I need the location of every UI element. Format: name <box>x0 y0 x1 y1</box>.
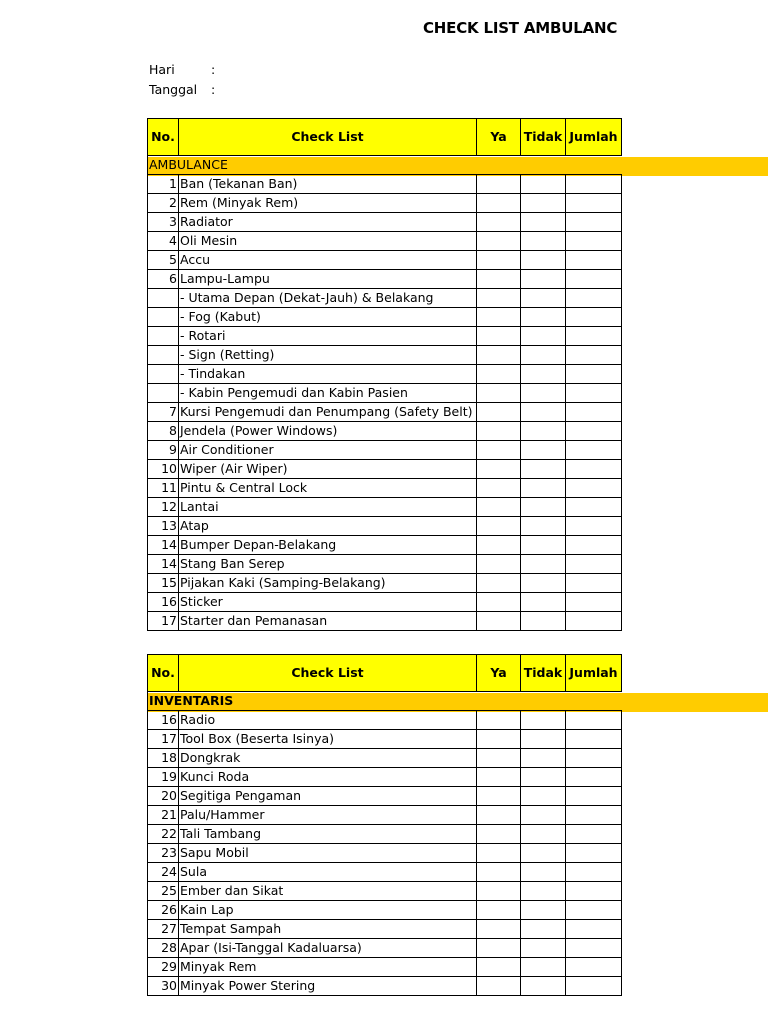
table-row <box>148 327 622 346</box>
table-row <box>148 289 622 308</box>
table-row <box>148 213 622 232</box>
row-item: Accu <box>179 251 477 270</box>
tidak-cell[interactable] <box>521 175 566 194</box>
row-item: Ban (Tekanan Ban) <box>179 175 477 194</box>
ya-cell[interactable] <box>477 593 521 612</box>
jumlah-cell[interactable] <box>566 844 622 863</box>
row-item: - Fog (Kabut) <box>179 308 477 327</box>
jumlah-cell[interactable] <box>566 498 622 517</box>
ya-cell[interactable] <box>477 289 521 308</box>
tidak-cell[interactable] <box>521 270 566 289</box>
jumlah-cell[interactable] <box>566 365 622 384</box>
row-number: 14 <box>148 536 179 555</box>
table-row <box>148 479 622 498</box>
table-row <box>148 346 622 365</box>
table-row <box>148 574 622 593</box>
section-row <box>148 692 622 711</box>
row-number: 20 <box>148 787 179 806</box>
row-item: Sapu Mobil <box>179 844 477 863</box>
tidak-cell[interactable] <box>521 327 566 346</box>
jumlah-cell[interactable] <box>566 825 622 844</box>
jumlah-cell[interactable] <box>566 749 622 768</box>
table-row <box>148 175 622 194</box>
row-number: 11 <box>148 479 179 498</box>
row-number: 26 <box>148 901 179 920</box>
tidak-cell[interactable] <box>521 863 566 882</box>
hari-label: Hari <box>149 62 175 77</box>
tidak-cell[interactable] <box>521 574 566 593</box>
table-row <box>148 863 622 882</box>
tidak-cell[interactable] <box>521 612 566 631</box>
ya-cell[interactable] <box>477 422 521 441</box>
ya-cell[interactable] <box>477 270 521 289</box>
ya-cell[interactable] <box>477 730 521 749</box>
jumlah-cell[interactable] <box>566 232 622 251</box>
row-item: Kunci Roda <box>179 768 477 787</box>
ya-cell[interactable] <box>477 194 521 213</box>
table-row <box>148 536 622 555</box>
ya-cell[interactable] <box>477 920 521 939</box>
table-row <box>148 365 622 384</box>
jumlah-cell[interactable] <box>566 901 622 920</box>
jumlah-cell[interactable] <box>566 251 622 270</box>
row-number <box>148 308 179 327</box>
jumlah-cell[interactable] <box>566 422 622 441</box>
header-no: No. <box>148 655 179 692</box>
jumlah-cell[interactable] <box>566 593 622 612</box>
row-number: 23 <box>148 844 179 863</box>
tidak-cell[interactable] <box>521 711 566 730</box>
row-item: Pijakan Kaki (Samping-Belakang) <box>179 574 477 593</box>
jumlah-cell[interactable] <box>566 574 622 593</box>
tidak-cell[interactable] <box>521 498 566 517</box>
ya-cell[interactable] <box>477 403 521 422</box>
jumlah-cell[interactable] <box>566 479 622 498</box>
row-number: 28 <box>148 939 179 958</box>
tidak-cell[interactable] <box>521 536 566 555</box>
row-number: 24 <box>148 863 179 882</box>
header-ya: Ya <box>477 655 521 692</box>
tidak-cell[interactable] <box>521 749 566 768</box>
tidak-cell[interactable] <box>521 555 566 574</box>
table-row <box>148 441 622 460</box>
ya-cell[interactable] <box>477 555 521 574</box>
row-item: - Tindakan <box>179 365 477 384</box>
jumlah-cell[interactable] <box>566 194 622 213</box>
row-number <box>148 365 179 384</box>
row-item: Tali Tambang <box>179 825 477 844</box>
jumlah-cell[interactable] <box>566 384 622 403</box>
table-row <box>148 308 622 327</box>
tidak-cell[interactable] <box>521 346 566 365</box>
row-number <box>148 289 179 308</box>
row-number: 18 <box>148 749 179 768</box>
page-title: CHECK LIST AMBULANC <box>423 19 618 37</box>
row-item: - Sign (Retting) <box>179 346 477 365</box>
ya-cell[interactable] <box>477 939 521 958</box>
row-number: 16 <box>148 711 179 730</box>
row-item: - Utama Depan (Dekat-Jauh) & Belakang <box>179 289 477 308</box>
ya-cell[interactable] <box>477 517 521 536</box>
tidak-cell[interactable] <box>521 213 566 232</box>
table-row <box>148 460 622 479</box>
row-item: Palu/Hammer <box>179 806 477 825</box>
table-row <box>148 787 622 806</box>
row-number: 17 <box>148 612 179 631</box>
section-label: INVENTARIS <box>148 692 622 711</box>
row-item: - Rotari <box>179 327 477 346</box>
ya-cell[interactable] <box>477 882 521 901</box>
row-number: 14 <box>148 555 179 574</box>
table-row <box>148 384 622 403</box>
table-row <box>148 806 622 825</box>
tidak-cell[interactable] <box>521 593 566 612</box>
table-row <box>148 768 622 787</box>
tidak-cell[interactable] <box>521 479 566 498</box>
row-number: 3 <box>148 213 179 232</box>
row-item: Stang Ban Serep <box>179 555 477 574</box>
tidak-cell[interactable] <box>521 730 566 749</box>
table-row <box>148 517 622 536</box>
tidak-cell[interactable] <box>521 232 566 251</box>
header-check-list: Check List <box>179 655 477 692</box>
ya-cell[interactable] <box>477 844 521 863</box>
row-number: 12 <box>148 498 179 517</box>
tidak-cell[interactable] <box>521 251 566 270</box>
header-jumlah: Jumlah <box>566 119 622 156</box>
hari-colon: : <box>211 62 216 77</box>
jumlah-cell[interactable] <box>566 346 622 365</box>
table-row <box>148 730 622 749</box>
jumlah-cell[interactable] <box>566 920 622 939</box>
ya-cell[interactable] <box>477 958 521 977</box>
row-number <box>148 384 179 403</box>
ya-cell[interactable] <box>477 384 521 403</box>
jumlah-cell[interactable] <box>566 939 622 958</box>
ya-cell[interactable] <box>477 213 521 232</box>
table-row <box>148 901 622 920</box>
section-row <box>148 156 622 175</box>
table-row <box>148 920 622 939</box>
table-row <box>148 958 622 977</box>
ya-cell[interactable] <box>477 749 521 768</box>
jumlah-cell[interactable] <box>566 958 622 977</box>
ya-cell[interactable] <box>477 806 521 825</box>
row-item: Minyak Rem <box>179 958 477 977</box>
tidak-cell[interactable] <box>521 422 566 441</box>
table-row <box>148 194 622 213</box>
row-item: Apar (Isi-Tanggal Kadaluarsa) <box>179 939 477 958</box>
tidak-cell[interactable] <box>521 958 566 977</box>
ya-cell[interactable] <box>477 768 521 787</box>
tidak-cell[interactable] <box>521 289 566 308</box>
tidak-cell[interactable] <box>521 920 566 939</box>
jumlah-cell[interactable] <box>566 403 622 422</box>
row-number: 29 <box>148 958 179 977</box>
tidak-cell[interactable] <box>521 901 566 920</box>
tidak-cell[interactable] <box>521 787 566 806</box>
row-number <box>148 327 179 346</box>
ya-cell[interactable] <box>477 308 521 327</box>
row-number: 19 <box>148 768 179 787</box>
row-number: 13 <box>148 517 179 536</box>
table-header-row <box>148 655 622 692</box>
row-item: Sula <box>179 863 477 882</box>
jumlah-cell[interactable] <box>566 882 622 901</box>
row-number: 15 <box>148 574 179 593</box>
ya-cell[interactable] <box>477 232 521 251</box>
table-row <box>148 422 622 441</box>
header-tidak: Tidak <box>521 655 566 692</box>
jumlah-cell[interactable] <box>566 517 622 536</box>
tidak-cell[interactable] <box>521 844 566 863</box>
jumlah-cell[interactable] <box>566 327 622 346</box>
row-item: Oli Mesin <box>179 232 477 251</box>
jumlah-cell[interactable] <box>566 863 622 882</box>
table-row <box>148 825 622 844</box>
row-number: 16 <box>148 593 179 612</box>
tidak-cell[interactable] <box>521 977 566 996</box>
table-row <box>148 612 622 631</box>
tidak-cell[interactable] <box>521 365 566 384</box>
ya-cell[interactable] <box>477 901 521 920</box>
table-row <box>148 749 622 768</box>
ya-cell[interactable] <box>477 825 521 844</box>
row-item: Kain Lap <box>179 901 477 920</box>
ya-cell[interactable] <box>477 536 521 555</box>
row-number: 22 <box>148 825 179 844</box>
row-number: 5 <box>148 251 179 270</box>
jumlah-cell[interactable] <box>566 289 622 308</box>
jumlah-cell[interactable] <box>566 270 622 289</box>
tanggal-label: Tanggal <box>149 82 198 97</box>
row-item: Lantai <box>179 498 477 517</box>
ya-cell[interactable] <box>477 346 521 365</box>
row-item: Air Conditioner <box>179 441 477 460</box>
row-item: Bumper Depan-Belakang <box>179 536 477 555</box>
table-row <box>148 711 622 730</box>
ya-cell[interactable] <box>477 175 521 194</box>
row-number: 7 <box>148 403 179 422</box>
header-no: No. <box>148 119 179 156</box>
jumlah-cell[interactable] <box>566 806 622 825</box>
jumlah-cell[interactable] <box>566 308 622 327</box>
row-item: Radiator <box>179 213 477 232</box>
row-item: Kursi Pengemudi dan Penumpang (Safety Belt) <box>179 403 477 422</box>
header-tidak: Tidak <box>521 119 566 156</box>
tidak-cell[interactable] <box>521 384 566 403</box>
jumlah-cell[interactable] <box>566 536 622 555</box>
row-item: Dongkrak <box>179 749 477 768</box>
table-row <box>148 593 622 612</box>
table-header-row <box>148 119 622 156</box>
ya-cell[interactable] <box>477 977 521 996</box>
table-row <box>148 977 622 996</box>
row-item: Tempat Sampah <box>179 920 477 939</box>
ya-cell[interactable] <box>477 711 521 730</box>
row-number: 8 <box>148 422 179 441</box>
checklist-table-ambulance <box>147 118 622 631</box>
row-number: 21 <box>148 806 179 825</box>
row-number: 6 <box>148 270 179 289</box>
tidak-cell[interactable] <box>521 882 566 901</box>
ya-cell[interactable] <box>477 787 521 806</box>
row-number: 17 <box>148 730 179 749</box>
jumlah-cell[interactable] <box>566 730 622 749</box>
jumlah-cell[interactable] <box>566 441 622 460</box>
table-row <box>148 882 622 901</box>
row-number: 10 <box>148 460 179 479</box>
ya-cell[interactable] <box>477 251 521 270</box>
tidak-cell[interactable] <box>521 460 566 479</box>
ya-cell[interactable] <box>477 574 521 593</box>
row-number: 25 <box>148 882 179 901</box>
ya-cell[interactable] <box>477 479 521 498</box>
row-number: 27 <box>148 920 179 939</box>
tanggal-colon: : <box>211 82 216 97</box>
row-item: - Kabin Pengemudi dan Kabin Pasien <box>179 384 477 403</box>
row-item: Sticker <box>179 593 477 612</box>
table-row <box>148 939 622 958</box>
table-row <box>148 403 622 422</box>
ya-cell[interactable] <box>477 327 521 346</box>
tidak-cell[interactable] <box>521 768 566 787</box>
header-ya: Ya <box>477 119 521 156</box>
jumlah-cell[interactable] <box>566 555 622 574</box>
row-number: 2 <box>148 194 179 213</box>
jumlah-cell[interactable] <box>566 977 622 996</box>
table-row <box>148 555 622 574</box>
ya-cell[interactable] <box>477 498 521 517</box>
jumlah-cell[interactable] <box>566 787 622 806</box>
checklist-table-inventaris <box>147 654 622 996</box>
tidak-cell[interactable] <box>521 403 566 422</box>
jumlah-cell[interactable] <box>566 213 622 232</box>
row-item: Minyak Power Stering <box>179 977 477 996</box>
row-item: Pintu & Central Lock <box>179 479 477 498</box>
tidak-cell[interactable] <box>521 441 566 460</box>
jumlah-cell[interactable] <box>566 711 622 730</box>
tidak-cell[interactable] <box>521 939 566 958</box>
row-number <box>148 346 179 365</box>
table-row <box>148 270 622 289</box>
ya-cell[interactable] <box>477 863 521 882</box>
row-item: Wiper (Air Wiper) <box>179 460 477 479</box>
section-label: AMBULANCE <box>148 156 622 175</box>
jumlah-cell[interactable] <box>566 460 622 479</box>
row-number: 1 <box>148 175 179 194</box>
row-item: Atap <box>179 517 477 536</box>
header-jumlah: Jumlah <box>566 655 622 692</box>
row-item: Tool Box (Beserta Isinya) <box>179 730 477 749</box>
tidak-cell[interactable] <box>521 194 566 213</box>
jumlah-cell[interactable] <box>566 612 622 631</box>
row-item: Starter dan Pemanasan <box>179 612 477 631</box>
row-number: 30 <box>148 977 179 996</box>
table-row <box>148 251 622 270</box>
ya-cell[interactable] <box>477 612 521 631</box>
table-row <box>148 844 622 863</box>
ya-cell[interactable] <box>477 441 521 460</box>
tidak-cell[interactable] <box>521 517 566 536</box>
row-item: Ember dan Sikat <box>179 882 477 901</box>
tidak-cell[interactable] <box>521 308 566 327</box>
tidak-cell[interactable] <box>521 806 566 825</box>
ya-cell[interactable] <box>477 365 521 384</box>
ya-cell[interactable] <box>477 460 521 479</box>
row-item: Segitiga Pengaman <box>179 787 477 806</box>
row-item: Jendela (Power Windows) <box>179 422 477 441</box>
header-check-list: Check List <box>179 119 477 156</box>
row-number: 4 <box>148 232 179 251</box>
row-item: Rem (Minyak Rem) <box>179 194 477 213</box>
row-number: 9 <box>148 441 179 460</box>
jumlah-cell[interactable] <box>566 175 622 194</box>
row-item: Radio <box>179 711 477 730</box>
table-row <box>148 232 622 251</box>
tidak-cell[interactable] <box>521 825 566 844</box>
jumlah-cell[interactable] <box>566 768 622 787</box>
row-item: Lampu-Lampu <box>179 270 477 289</box>
table-row <box>148 498 622 517</box>
